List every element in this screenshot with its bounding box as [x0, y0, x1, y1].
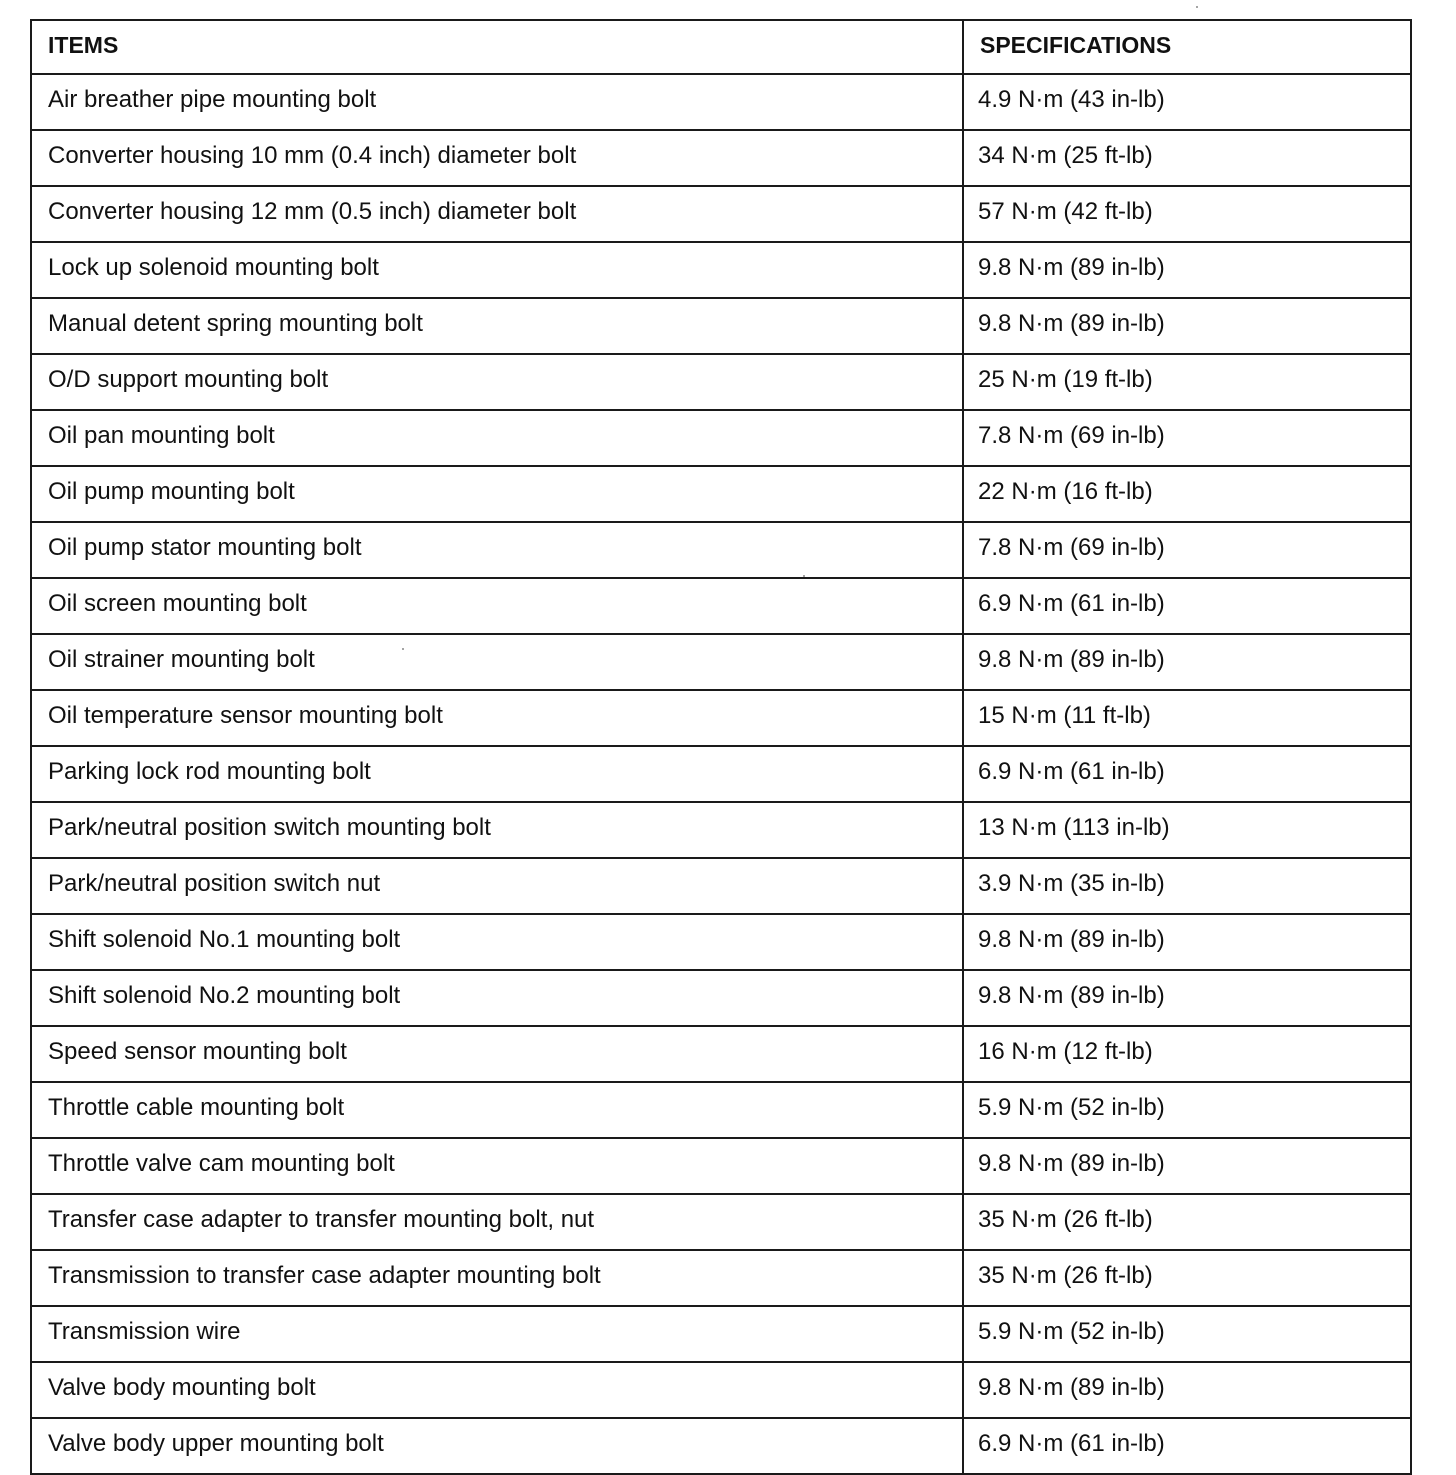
specification-cell: 25 N·m (19 ft-lb): [963, 354, 1411, 410]
table-row: [31, 914, 1411, 970]
specification-cell: 5.9 N·m (52 in-lb): [963, 1082, 1411, 1138]
specification-cell: 7.8 N·m (69 in-lb): [963, 410, 1411, 466]
item-cell: O/D support mounting bolt: [31, 354, 963, 410]
table-row: [31, 186, 1411, 242]
table-row: [31, 354, 1411, 410]
specification-cell: 9.8 N·m (89 in-lb): [963, 634, 1411, 690]
table-row: [31, 130, 1411, 186]
table-row: [31, 466, 1411, 522]
table-row: [31, 1194, 1411, 1250]
specification-cell: 15 N·m (11 ft-lb): [963, 690, 1411, 746]
table-row: [31, 634, 1411, 690]
table-header: [31, 20, 1411, 74]
specification-cell: 57 N·m (42 ft-lb): [963, 186, 1411, 242]
item-cell: Oil pump stator mounting bolt: [31, 522, 963, 578]
item-cell: Oil strainer mounting bolt: [31, 634, 963, 690]
item-cell: Manual detent spring mounting bolt: [31, 298, 963, 354]
scan-speck: [803, 575, 805, 577]
item-cell: Speed sensor mounting bolt: [31, 1026, 963, 1082]
specification-cell: 5.9 N·m (52 in-lb): [963, 1306, 1411, 1362]
item-cell: Shift solenoid No.2 mounting bolt: [31, 970, 963, 1026]
table-row: [31, 410, 1411, 466]
header-row: [31, 20, 1411, 74]
item-cell: Park/neutral position switch mounting bolt: [31, 802, 963, 858]
specification-cell: 35 N·m (26 ft-lb): [963, 1194, 1411, 1250]
table-row: [31, 298, 1411, 354]
column-header-specifications: SPECIFICATIONS: [963, 20, 1411, 74]
table-body: [31, 74, 1411, 1474]
table-row: [31, 1026, 1411, 1082]
table-row: [31, 578, 1411, 634]
table-row: [31, 242, 1411, 298]
table-row: [31, 690, 1411, 746]
specification-cell: 13 N·m (113 in-lb): [963, 802, 1411, 858]
table-row: [31, 746, 1411, 802]
item-cell: Air breather pipe mounting bolt: [31, 74, 963, 130]
item-cell: Throttle cable mounting bolt: [31, 1082, 963, 1138]
table-row: [31, 1362, 1411, 1418]
item-cell: Shift solenoid No.1 mounting bolt: [31, 914, 963, 970]
scan-speck: [1196, 6, 1198, 8]
specification-cell: 9.8 N·m (89 in-lb): [963, 1362, 1411, 1418]
scan-speck: [402, 648, 404, 650]
table-row: [31, 802, 1411, 858]
item-cell: Parking lock rod mounting bolt: [31, 746, 963, 802]
item-cell: Oil pump mounting bolt: [31, 466, 963, 522]
item-cell: Oil screen mounting bolt: [31, 578, 963, 634]
table-row: [31, 1082, 1411, 1138]
specification-cell: 3.9 N·m (35 in-lb): [963, 858, 1411, 914]
table-row: [31, 522, 1411, 578]
table-row: [31, 858, 1411, 914]
item-cell: Converter housing 12 mm (0.5 inch) diameter bolt: [31, 186, 963, 242]
item-cell: Transmission to transfer case adapter mounting bolt: [31, 1250, 963, 1306]
column-header-items: ITEMS: [31, 20, 963, 74]
specification-cell: 9.8 N·m (89 in-lb): [963, 1138, 1411, 1194]
item-cell: Converter housing 10 mm (0.4 inch) diameter bolt: [31, 130, 963, 186]
specification-cell: 34 N·m (25 ft-lb): [963, 130, 1411, 186]
item-cell: Park/neutral position switch nut: [31, 858, 963, 914]
specification-cell: 6.9 N·m (61 in-lb): [963, 746, 1411, 802]
specification-cell: 9.8 N·m (89 in-lb): [963, 970, 1411, 1026]
item-cell: Oil pan mounting bolt: [31, 410, 963, 466]
item-cell: Throttle valve cam mounting bolt: [31, 1138, 963, 1194]
table-row: [31, 74, 1411, 130]
table-row: [31, 1250, 1411, 1306]
item-cell: Valve body upper mounting bolt: [31, 1418, 963, 1474]
specification-cell: 6.9 N·m (61 in-lb): [963, 1418, 1411, 1474]
specification-cell: 9.8 N·m (89 in-lb): [963, 298, 1411, 354]
table-row: [31, 1306, 1411, 1362]
specification-cell: 7.8 N·m (69 in-lb): [963, 522, 1411, 578]
specification-cell: 4.9 N·m (43 in-lb): [963, 74, 1411, 130]
specification-cell: 22 N·m (16 ft-lb): [963, 466, 1411, 522]
torque-specifications-table: [30, 19, 1412, 1475]
item-cell: Oil temperature sensor mounting bolt: [31, 690, 963, 746]
item-cell: Valve body mounting bolt: [31, 1362, 963, 1418]
table-row: [31, 1138, 1411, 1194]
specification-cell: 9.8 N·m (89 in-lb): [963, 914, 1411, 970]
item-cell: Lock up solenoid mounting bolt: [31, 242, 963, 298]
specification-cell: 16 N·m (12 ft-lb): [963, 1026, 1411, 1082]
specification-cell: 6.9 N·m (61 in-lb): [963, 578, 1411, 634]
item-cell: Transfer case adapter to transfer mounting bolt, nut: [31, 1194, 963, 1250]
table-row: [31, 970, 1411, 1026]
specification-cell: 9.8 N·m (89 in-lb): [963, 242, 1411, 298]
specification-cell: 35 N·m (26 ft-lb): [963, 1250, 1411, 1306]
item-cell: Transmission wire: [31, 1306, 963, 1362]
table-row: [31, 1418, 1411, 1474]
